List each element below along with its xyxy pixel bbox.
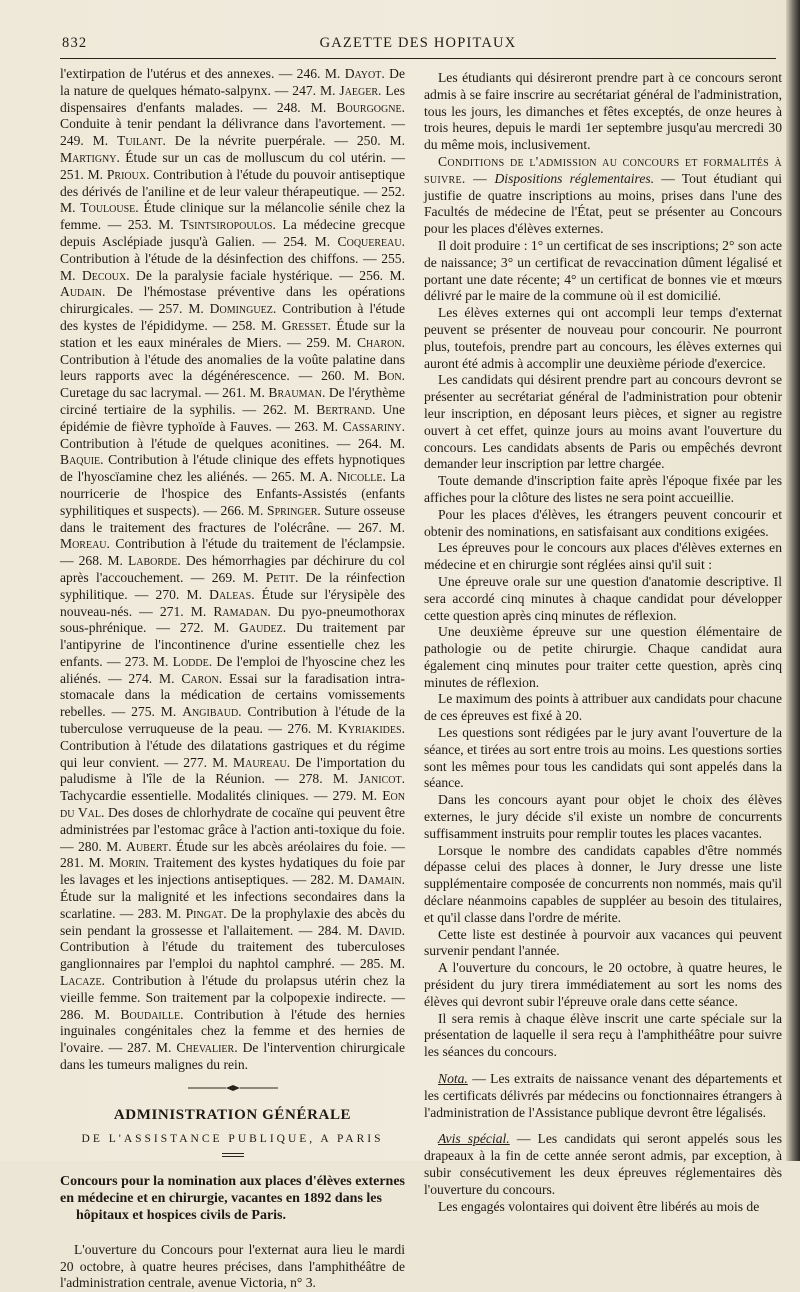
page-number: 832 [62, 35, 88, 51]
nota-paragraph: Nota. — Les extraits de naissance venant des départements et les certificats délivrés par médecins ou fonctionnaires étrangers à l'administration de l'Assistance publique devront être légalisés. [424, 1071, 782, 1120]
section-ornament [188, 1084, 278, 1094]
section-title: ADMINISTRATION GÉNÉRALE [113, 1106, 352, 1123]
avis-special-paragraph: Avis spécial. — Les candidats qui seront appelés sous les drapeaux à la fin de cette année seront admis, par exception, à subir consécutivement les deux épreuves réglementaires dès l'ouverture du concours. [424, 1131, 782, 1197]
ornament-rule-icon [188, 1085, 278, 1091]
card-paragraph: Il sera remis à chaque élève inscrit une carte spéciale sur la présentation de laquelle il sera reçu à l'amphithéâtre pour suivre les séances du concours. [424, 1010, 782, 1060]
jury-paragraph: Dans les concours ayant pour objet le choix des élèves externes, le jury décide s'il existe un nombre de concurrents suffisamment instruits pour remplir toutes les places vacantes. [424, 792, 782, 841]
october-paragraph: A l'ouverture du concours, le 20 octobre, à quatre heures, le président du jury tirera immédiatement au sort les noms des élèves qui devront subir l'épreuve orale dans cette séance. [424, 960, 782, 1009]
journal-title: GAZETTE DES HOPITAUX [319, 35, 517, 51]
conditions-subheading: Dispositions réglementaires. [494, 170, 655, 186]
conditions-heading: Conditions de l'admission au concours et formalités à suivre. — [424, 153, 782, 186]
left-column [60, 66, 405, 1292]
pathology-paragraph: Une deuxième épreuve sur une question élémentaire de pathologie ou de petite chirurgie. Chaque candidat aura également cinq minutes pour traiter cette question, après cinq minutes de réflexion. [424, 624, 782, 690]
questions-paragraph: Les questions sont rédigées par le jury avant l'ouverture de la séance, et tirées au sort entre trois au moins. Les questions sorties sont les mêmes pour tous les candidats qui sont appelés dans la séance. [424, 725, 782, 791]
competition-headline: Concours pour la nomination aux places d'élèves externes en médecine et en chirurgie, vacantes en 1892 dans les hôpitaux et hospices civils de Paris. [60, 1173, 405, 1223]
maximum-points-paragraph: Le maximum des points à attribuer aux candidats pour chacune de ces épreuves est fixé à 20. [424, 691, 782, 724]
externes-paragraph: Les élèves externes qui ont accompli leur temps d'externat peuvent se présenter de nouveau pour concourir. Ne pourront plus, toutefois, prendre part au concours, les élèves externes qui auront été admis à accomplir une deuxième période d'exercice. [424, 305, 782, 371]
section-subtitle: DE L'ASSISTANCE PUBLIQUE, A PARIS [81, 1132, 384, 1145]
theses-list-paragraph: l'extirpation de l'utérus et des annexes. — 246. M. Dayot. De la nature de quelques hémato-salpynx. — 247. M. Jaeger. Les dispensaires d'enfants malades. — 248. M. Bourgogne. Conduite à tenir pendant la délivrance dans l'avortement. — 249. M. Tuilant. De la névrite puerpérale. — 250. M. Martigny. Étude sur un cas de molluscum du col utérin. — 251. M. Prioux. Contribution à l'étude du pouvoir antiseptique des dérivés de l'aniline et de leur valeur thérapeutique. — 252. M. Toulouse. Étude clinique sur la mélancolie sénile chez la femme. — 253. M. Tsintsiropoulos. La médecine grecque depuis Asclépiade jusqu'à Galien. — 254. M. Coquereau. Contribution à l'étude de la désinfection des chiffons. — 255. M. Decoux. De la paralysie faciale hystérique. — 256. M. Audain. De l'hémostase préventive dans les opérations chirurgicales. — 257. M. Dominguez. Contribution à l'étude des kystes de l'épididyme. — 258. M. Gresset. Étude sur la station et les eaux minérales de Miers. — 259. M. Charon. Contribution à l'étude des anomalies de la voûte palatine dans leurs rapports avec la dégénérescence. — 260. M. Bon. Curetage du sac lacrymal. — 261. M. Brauman. De l'érythème circiné tertiaire de la syphilis. — 262. M. Bertrand. Une épidémie de fièvre typhoïde à Fauves. — 263. M. Cassariny. Contribution à l'étude de quelques aconitines. — 264. M. Baquie. Contribution à l'étude clinique des effets hypnotiques de l'hyoscïamine chez les aliénés. — 265. M. A. Nicolle. La nourricerie de l'hospice des Enfants-Assistés (enfants syphilitiques et suspects). — 266. M. Springer. Suture osseuse dans le traitement des fractures de l'olécrâne. — 267. M. Moreau. Contribution à l'étude du traitement de l'éclampsie. — 268. M. Laborde. Des hémorrhagies par déchirure du col après l'accouchement. — 269. M. Petit. De la réinfection syphilitique. — 270. M. Daleas. Étude sur l'érysipèle des nouveau-nés. — 271. M. Ramadan. Du pyo-pneumothorax sous-phrénique. — 272. M. Gaudez. Du traitement par l'antipyrine de l'incontinence d'urine essentielle chez les enfants. — 273. M. Lodde. De l'emploi de l'hyoscine chez les aliénés. — 274. M. Caron. Essai sur la faradisation intra-stomacale dans la médication de certains vomissements rebelles. — 275. M. Angibaud. Contribution à l'étude de la tuberculose verruqueuse de la peau. — 276. M. Kyriakides. Contribution à l'étude des dilatations gastriques et du régime qui leur convient. — 277. M. Maureau. De l'importation du paludisme à l'île de la Réunion. — 278. M. Janicot. Tachycardie essentielle. Modalités cliniques. — 279. M. Eon du Val. Des doses de chlorhydrate de cocaïne qui peuvent être administrées par l'estomac grâce à l'action anti-toxique du foie. — 280. M. Aubert. Étude sur les abcès aréolaires du foie. — 281. M. Morin. Traitement des kystes hydatiques du foie par les lavages et les injections antiseptiques. — 282. M. Damain. Étude sur la malignité et les infections secondaires dans la scarlatine. — 283. M. Pingat. De la prophylaxie des abcès du sein pendant la grossesse et l'allaitement. — 284. M. David. Contribution à l'étude du traitement des tuberculoses ganglionnaires par l'emploi du naphtol camphré. — 285. M. Lacaze. Contribution à l'étude du prolapsus utérin chez la vieille femme. Son traitement par la colpopexie indirecte. — 286. M. Boudaille. Contribution à l'étude des hernies inguinales congénitales chez la femme et des hernies de l'ovaire. — 287. M. Chevalier. De l'intervention chirurgicale dans les tumeurs malignes du rein. [60, 66, 406, 1073]
opening-paragraph: L'ouverture du Concours pour l'externat aura lieu le mardi 20 octobre, à quatre heures précises, dans l'amphithéâtre de l'administration centrale, avenue Victoria, n° 3. [60, 1241, 405, 1291]
conditions-paragraph: Conditions de l'admission au concours et formalités à suivre. — Dispositions réglementaires. — Tout étudiant qui justifie de quatre inscriptions au moins, prises dans l'une des Facultés de médecine de l'État, peut se présenter au Concours pour les places d'élèves externes. [424, 153, 782, 237]
students-paragraph: Les étudiants qui désireront prendre part à ce concours seront admis à se faire inscrire au secrétariat général de l'administration, tous les jours, les dimanches et fêtes exceptés, de onze heures à trois heures, depuis le mardi 1er septembre jusqu'au mercredi 30 du même mois, inclusivement. [424, 70, 782, 153]
vacancies-paragraph: Cette liste est destinée à pourvoir aux vacances qui peuvent survenir pendant l'année. [424, 926, 782, 959]
page-edge-shadow [786, 0, 800, 1161]
header-rule [60, 58, 776, 59]
candidates-paragraph: Les candidats qui désirent prendre part au concours devront se présenter au secrétariat général de l'administration pour obtenir leur inscription, en déposant leurs pièces, et signer au registre ouvert à cet effet, quinze jours au moins avant l'ouverture du concours. Les candidats absents de Paris ou empêchés devront demander leur inscription par lettre chargée. [424, 372, 782, 472]
tests-paragraph: Les épreuves pour le concours aux places d'élèves externes en médecine et en chirurgie sont réglées ainsi qu'il suit : [424, 540, 782, 573]
deadline-paragraph: Toute demande d'inscription faite après l'époque fixée par les affiches pour la clôture des listes ne sera point accueillie. [424, 473, 782, 505]
anatomy-paragraph: Une épreuve orale sur une question d'anatomie descriptive. Il sera accordé cinq minutes à chaque candidat pour développer cette question après cinq minutes de réflexion. [424, 573, 782, 623]
foreigners-paragraph: Pour les places d'élèves, les étrangers peuvent concourir et obtenir des nominations, en satisfaisant aux conditions exigées. [424, 506, 782, 539]
page-header [62, 35, 774, 57]
supplementary-list-paragraph: Lorsque le nombre des candidats capables d'être nommés dépasse celui des places à donner, le Jury dresse une liste supplémentaire composée de concurrents non nommés, mais qu'il déclare néanmoins capables de suppléer au besoin des titulaires, et qu'il classe dans l'ordre de mérite. [424, 842, 782, 925]
documents-paragraph: Il doit produire : 1° un certificat de ses inscriptions; 2° son acte de naissance; 3° un certificat de revaccination dûment légalisé et portant une date récente; 4° un certificat de bonnes vie et mœurs délivré par le maire de la commune où il est domicilié. [424, 237, 782, 304]
right-column [424, 70, 782, 1215]
volunteers-paragraph: Les engagés volontaires qui doivent être libérés au mois de [438, 1198, 760, 1214]
short-double-rule [222, 1153, 244, 1157]
